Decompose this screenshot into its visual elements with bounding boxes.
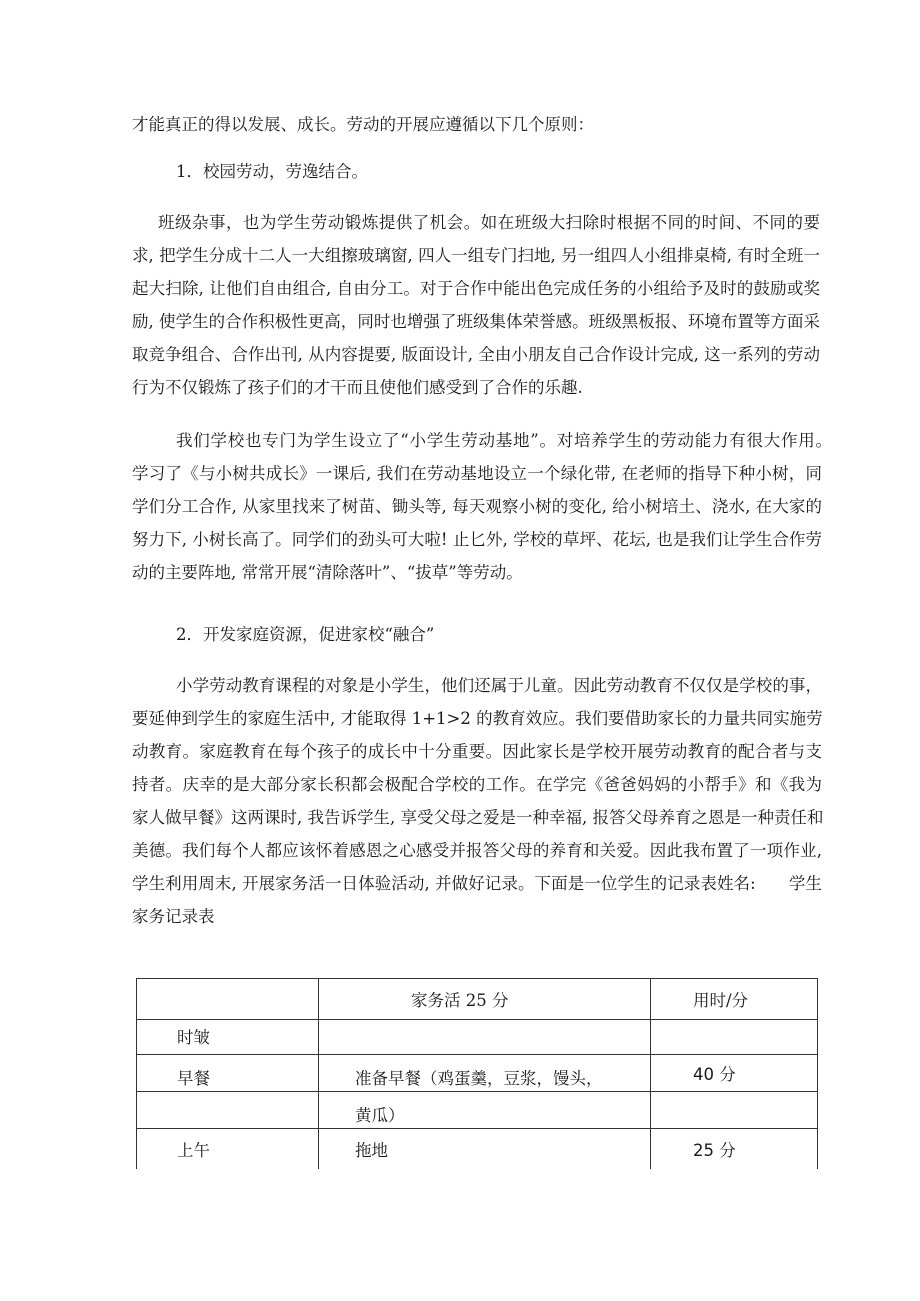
para-2-line-3: 起大扫除, 让他们自由组合, 自由分工。对于合作中能出色完成任务的小组给予及时的鼓励或奖 [132,279,820,298]
table-cell [651,1020,818,1055]
para-4-line-2: 要延伸到学生的家庭生活中, 才能取得 1+1>2 的教育效应。我们要借助家长的力量共同实施劳 [132,709,823,728]
table-cell: 拖地 [319,1129,651,1170]
table-cell: 25 分 [651,1129,818,1170]
para-4-line-5: 家人做早餐》这两课时, 我告诉学生, 享受父母之爱是一种幸福, 报答父母养育之恩是一种责任和 [132,808,824,827]
table-cell [137,1092,319,1129]
para-4-line-8: 家务记录表 [132,907,215,926]
table-cell [319,1020,651,1055]
table-header-cell: 用时/分 [651,979,818,1020]
heading-2: 2．开发家庭资源，促进家校“融合” [176,625,435,644]
table-cell: 准备早餐（鸡蛋羹，豆浆，馒头， [319,1055,651,1092]
para-2-line-4: 励, 使学生的合作积极性更高，同时也增强了班级集体荣誉感。班级黑板报、环境布置等方面采 [132,312,820,331]
table-header-row [137,979,818,1020]
para-2-line-5: 取竞争组合、合作出刊, 从内容提要, 版面设计, 全由小朋友自己合作设计完成, 这一系列的劳动 [132,345,820,364]
table-cell: 40 分 [651,1055,818,1092]
table-cell [651,1092,818,1129]
para-4-line-3: 动教育。家庭教育在每个孩子的成长中十分重要。因此家长是学校开展劳动教育的配合者与支 [132,742,822,761]
chore-record-table [136,978,818,1169]
para-2-line-2: 求, 把学生分成十二人一大组擦玻璃窗, 四人一组专门扫地, 另一组四人小组排桌椅, 有时全班一 [132,246,820,265]
para-4-line-1: 小学劳动教育课程的对象是小学生，他们还属于儿童。因此劳动教育不仅仅是学校的事， [176,676,822,695]
table-row [137,1020,818,1055]
para-4-line-7: 学生利用周末, 开展家务活一日体验活动, 并做好记录。下面是一位学生的记录表姓名: 学生 [132,874,822,893]
table-cell: 上午 [137,1129,319,1170]
para-3-line-4: 努力下, 小树长高了。同学们的劲头可大啦! 止匕外, 学校的草坪、花坛, 也是我们让学生合作劳 [132,530,822,549]
table-header-cell: 家务活 25 分 [319,979,651,1020]
para-3-line-2: 学习了《与小树共成长》一课后, 我们在劳动基地设立一个绿化带, 在老师的指导下种小树，同 [132,464,822,483]
table-cell: 早餐 [137,1055,319,1092]
table-row [137,1092,818,1129]
table-cell: 黄瓜） [319,1092,651,1129]
para-3-line-5: 动的主要阵地, 常常开展“清除落叶”、“拔草”等劳动。 [132,563,523,582]
para-2-line-1: 班级杂事，也为学生劳动锻炼提供了机会。如在班级大扫除时根据不同的时间、不同的要 [158,213,820,232]
table-row [137,1055,818,1092]
para-3-line-1: 我们学校也专门为学生设立了“小学生劳动基地”。对培养学生的劳动能力有很大作用。 [176,431,832,450]
para-4-line-6: 美德。我们每个人都应该怀着感恩之心感受并报答父母的养育和关爱。因此我布置了一项作业, [132,841,822,860]
table-row [137,1129,818,1170]
para-3-line-3: 学们分工合作, 从家里找来了树苗、锄头等, 每天观察小树的变化, 给小树培土、浇水, 在大家的 [132,497,822,516]
para-4-line-4: 持者。庆幸的是大部分家长积都会极配合学校的工作。在学完《爸爸妈妈的小帮手》和《我为 [132,775,822,794]
para-1-line-1: 才能真正的得以发展、成长。劳动的开展应遵循以下几个原则： [132,115,594,134]
table-header-cell [137,979,319,1020]
heading-1: 1．校园劳动，劳逸结合。 [176,162,368,181]
para-2-line-6: 行为不仅锻炼了孩子们的才干而且使他们感受到了合作的乐趣. [132,378,583,397]
table-cell: 时皱 [137,1020,319,1055]
